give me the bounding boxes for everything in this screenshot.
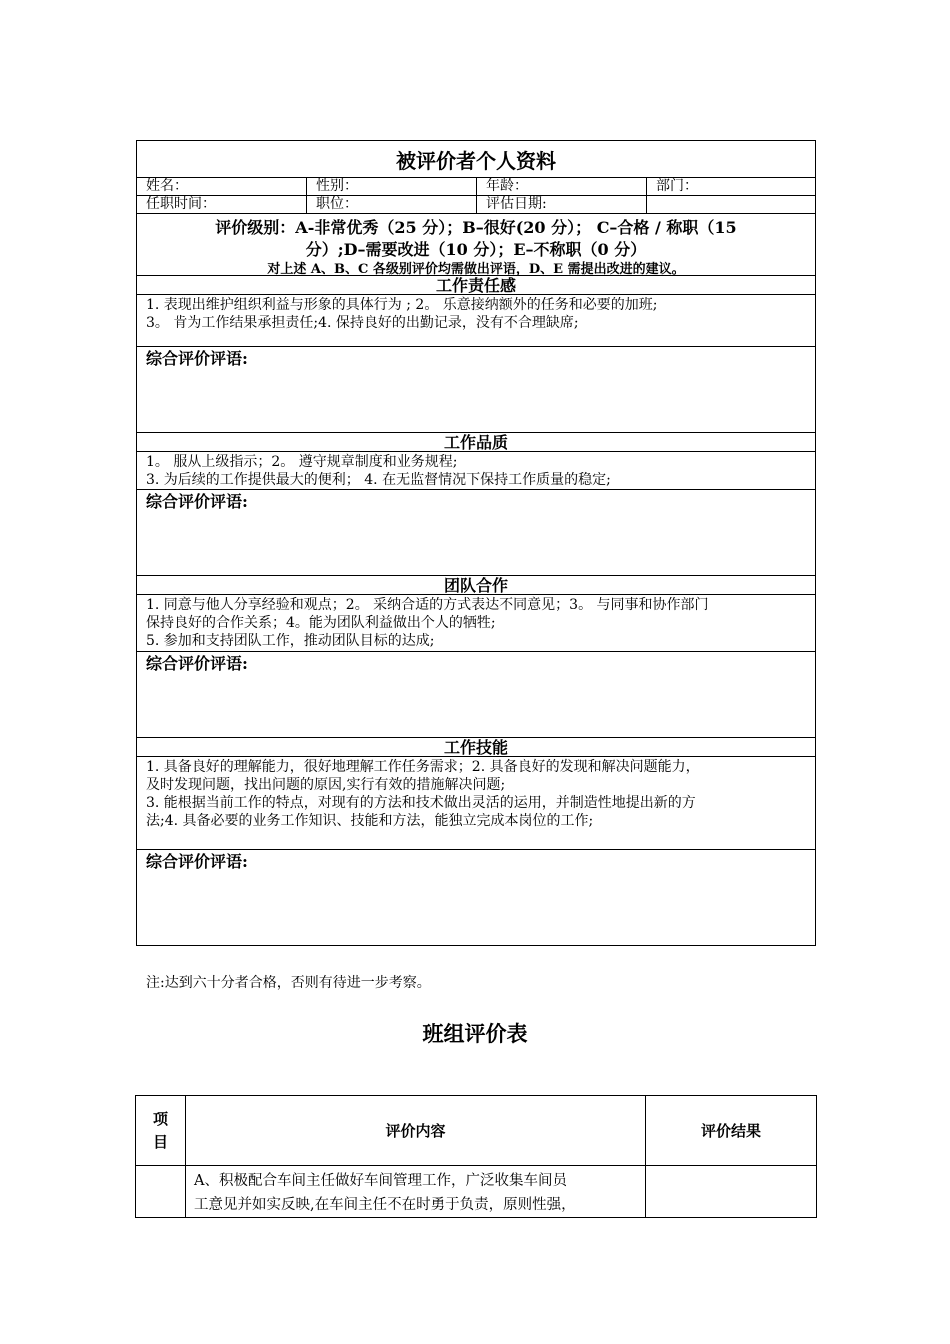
header-item — [136, 1096, 186, 1166]
criteria-line: 法;4. 具备必要的业务工作知识、技能和方法，能独立完成本岗位的工作; — [146, 813, 594, 829]
criteria-line: 5. 参加和支持团队工作，推动团队目标的达成; — [146, 633, 435, 649]
section-title-teamwork: 团队合作 — [137, 575, 815, 594]
comment-box-teamwork[interactable] — [137, 651, 815, 737]
criteria-line: 1。 服从上级指示；2。 遵守规章制度和业务规程; — [146, 454, 458, 470]
criteria-line: 1. 具备良好的理解能力，很好地理解工作任务需求；2. 具备良好的发现和解决问题能力， — [146, 759, 700, 775]
item-cell — [136, 1166, 186, 1218]
content-cell — [186, 1166, 646, 1218]
position-field[interactable]: 职位： — [306, 196, 476, 213]
header-item-line: 项 — [152, 1109, 168, 1128]
evaluation-form-table — [136, 140, 816, 946]
criteria-line: 保持良好的合作关系；4。能为团队利益做出个人的牺牲; — [146, 615, 496, 631]
result-cell[interactable] — [646, 1166, 817, 1218]
footnote: 注:达到六十分者合格，否则有待进一步考察。 — [146, 975, 431, 991]
comment-box-responsibility[interactable] — [137, 346, 815, 432]
comment-label: 综合评价评语: — [146, 654, 248, 673]
section-title-responsibility: 工作责任感 — [137, 275, 815, 294]
group-evaluation-table — [135, 1095, 817, 1218]
section-criteria-skills — [137, 756, 815, 849]
empty-cell — [646, 196, 815, 213]
content-line: 工意见并如实反映,在车间主任不在时勇于负责，原则性强， — [194, 1197, 576, 1213]
age-field[interactable]: 年龄： — [476, 178, 646, 195]
comment-label: 综合评价评语: — [146, 492, 248, 511]
tenure-field[interactable]: 任职时间： — [146, 196, 216, 212]
header-item-line: 目 — [152, 1132, 168, 1151]
info-row-1 — [137, 177, 815, 195]
header-result: 评价结果 — [646, 1096, 817, 1166]
section-criteria-teamwork — [137, 594, 815, 651]
criteria-line: 及时发现问题，找出问题的原因,实行有效的措施解决问题; — [146, 777, 506, 793]
grade-line-2: 分）;D–需要改进（10 分）；E–不称职（0 分） — [305, 240, 647, 259]
section-title-quality: 工作品质 — [137, 432, 815, 451]
criteria-line: 1. 表现出维护组织利益与形象的具体行为 ; 2。 乐意接纳额外的任务和必要的加班; — [146, 297, 658, 313]
content-line: A、积极配合车间主任做好车间管理工作，广泛收集车间员 — [194, 1173, 567, 1189]
section-criteria-quality — [137, 451, 815, 489]
header-content: 评价内容 — [186, 1096, 646, 1166]
evaluation-date-field[interactable]: 评估日期: — [476, 196, 646, 213]
table-header-row — [136, 1096, 817, 1166]
name-field[interactable]: 姓名： — [146, 178, 188, 194]
gender-field[interactable]: 性别： — [306, 178, 476, 195]
info-row-2 — [137, 195, 815, 213]
section-criteria-responsibility — [137, 294, 815, 346]
comment-label: 综合评价评语: — [146, 852, 248, 871]
grade-line-1: 评价级别：A-非常优秀（25 分）；B–很好(20 分）； C–合格 / 称职（15 — [215, 218, 737, 237]
criteria-line: 3. 能根据当前工作的特点，对现有的方法和技术做出灵活的运用，并制造性地提出新的方 — [146, 795, 696, 811]
group-table-title: 班组评价表 — [422, 1021, 528, 1046]
criteria-line: 1. 同意与他人分享经验和观点；2。 采纳合适的方式表达不同意见；3。 与同事和协作部门 — [146, 597, 709, 613]
section-title-skills: 工作技能 — [137, 737, 815, 756]
comment-box-quality[interactable] — [137, 489, 815, 575]
table-row — [136, 1166, 817, 1218]
department-field[interactable]: 部门： — [646, 178, 815, 195]
criteria-line: 3. 为后续的工作提供最大的便利； 4. 在无监督情况下保持工作质量的稳定; — [146, 472, 611, 488]
grade-levels — [137, 213, 815, 275]
criteria-line: 3。 肯为工作结果承担责任;4. 保持良好的出勤记录，没有不合理缺席; — [146, 315, 579, 331]
grade-note: 对上述 A、B、C 各级别评价均需做出评语，D、E 需提出改进的建议。 — [267, 262, 685, 277]
form-title: 被评价者个人资料 — [396, 148, 556, 173]
comment-label: 综合评价评语: — [146, 349, 248, 368]
comment-box-skills[interactable] — [137, 849, 815, 945]
